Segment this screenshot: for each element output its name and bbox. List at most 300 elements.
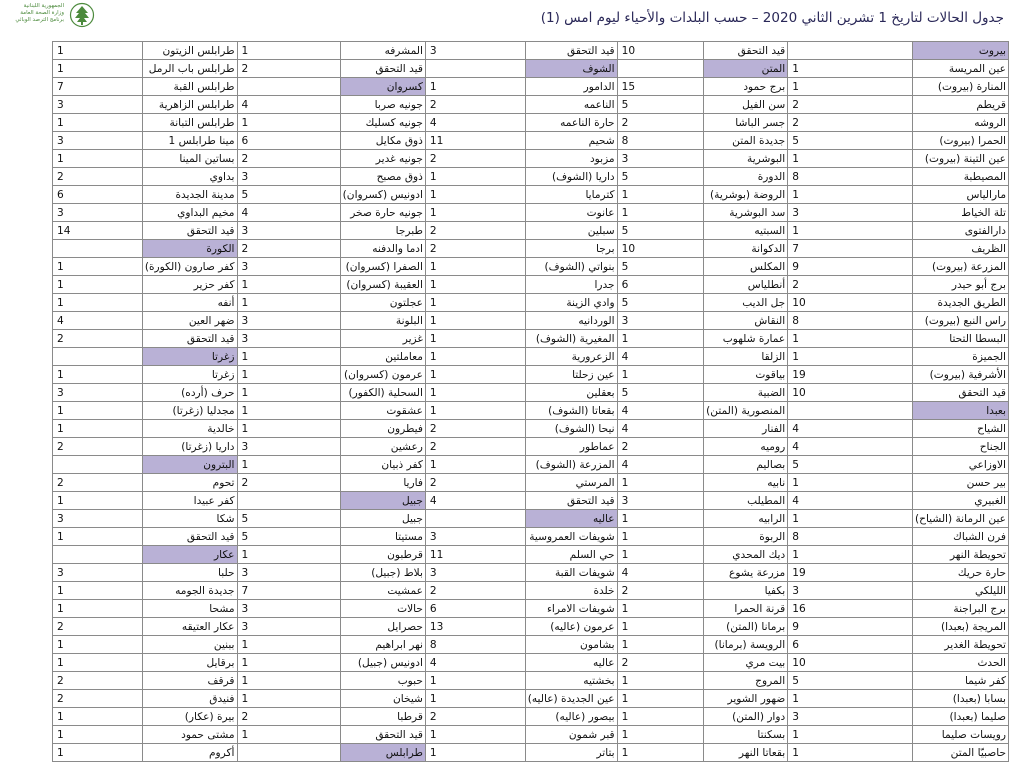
place-name-cell: سد البوشرية	[703, 204, 787, 222]
place-name-cell: تلة الخياط	[912, 204, 1008, 222]
case-count-cell: 1	[52, 600, 142, 618]
place-name-cell: حالات	[340, 600, 425, 618]
place-name-cell: قبر شمون	[525, 726, 617, 744]
place-name-cell: عمشيت	[340, 582, 425, 600]
case-count-cell: 3	[237, 600, 340, 618]
place-name-cell: عين التينة (بيروت)	[912, 150, 1008, 168]
place-name-cell: حلبا	[142, 564, 237, 582]
place-name-cell: مشتى حمود	[142, 726, 237, 744]
case-count-cell: 1	[52, 150, 142, 168]
case-count-cell: 1	[52, 402, 142, 420]
case-count-cell: 1	[617, 708, 704, 726]
place-name-cell: الربوة	[703, 528, 787, 546]
place-name-cell: بشامون	[525, 636, 617, 654]
place-name-cell: الروضة (بوشرية)	[703, 186, 787, 204]
case-count-cell: 3	[617, 150, 704, 168]
case-count-cell: 1	[425, 186, 525, 204]
case-count-cell: 10	[787, 384, 912, 402]
case-count-cell: 2	[425, 420, 525, 438]
case-count-cell	[237, 744, 340, 762]
case-count-cell: 1	[425, 330, 525, 348]
case-count-cell: 1	[237, 636, 340, 654]
case-count-cell: 1	[787, 474, 912, 492]
case-count-cell: 1	[617, 672, 704, 690]
place-name-cell: كسروان	[340, 78, 425, 96]
case-count-cell: 2	[52, 438, 142, 456]
place-name-cell: الروشه	[912, 114, 1008, 132]
case-count-cell: 6	[52, 186, 142, 204]
place-name-cell: المغيرية (الشوف)	[525, 330, 617, 348]
place-name-cell: طرابلس القبة	[142, 78, 237, 96]
case-count-cell: 1	[237, 384, 340, 402]
place-name-cell: المزرعة (الشوف)	[525, 456, 617, 474]
case-count-cell: 3	[787, 708, 912, 726]
place-name-cell: بسابا (بعبدا)	[912, 690, 1008, 708]
case-count-cell: 10	[617, 42, 704, 60]
case-count-cell	[52, 456, 142, 474]
place-name-cell: مينا طرابلس 1	[142, 132, 237, 150]
place-name-cell: بداوي	[142, 168, 237, 186]
place-name-cell: الشوف	[525, 60, 617, 78]
case-count-cell: 1	[425, 402, 525, 420]
place-name-cell: بعبدا	[912, 402, 1008, 420]
place-name-cell: الطريق الجديدة	[912, 294, 1008, 312]
place-name-cell: جديدة الجومه	[142, 582, 237, 600]
case-count-cell: 1	[425, 726, 525, 744]
place-name-cell: الدكوانة	[703, 240, 787, 258]
place-name-cell: ادونيس (جبيل)	[340, 654, 425, 672]
place-name-cell: طرابلس	[340, 744, 425, 762]
place-name-cell: طرابلس باب الرمل	[142, 60, 237, 78]
case-count-cell: 3	[52, 564, 142, 582]
case-count-cell: 1	[52, 366, 142, 384]
case-count-cell: 2	[52, 618, 142, 636]
case-count-cell	[425, 510, 525, 528]
case-count-cell: 8	[425, 636, 525, 654]
place-name-cell: خلدة	[525, 582, 617, 600]
place-name-cell: قرنة الحمرا	[703, 600, 787, 618]
place-name-cell: طرابلس الزيتون	[142, 42, 237, 60]
case-count-cell	[787, 402, 912, 420]
place-name-cell: بقعاتا (الشوف)	[525, 402, 617, 420]
place-name-cell: جبيل	[340, 492, 425, 510]
place-name-cell: الزعرورية	[525, 348, 617, 366]
place-name-cell: كفر ذبيان	[340, 456, 425, 474]
case-count-cell: 2	[425, 222, 525, 240]
place-name-cell: سن الفيل	[703, 96, 787, 114]
place-name-cell: الزلقا	[703, 348, 787, 366]
place-name-cell: حاصبيّا المتن	[912, 744, 1008, 762]
case-count-cell: 1	[52, 726, 142, 744]
place-name-cell: قرقف	[142, 672, 237, 690]
case-count-cell: 2	[617, 582, 704, 600]
case-count-cell: 3	[237, 330, 340, 348]
case-count-cell: 3	[425, 42, 525, 60]
case-count-cell: 1	[425, 348, 525, 366]
case-count-cell: 1	[237, 420, 340, 438]
case-count-cell: 4	[425, 654, 525, 672]
case-count-cell: 7	[237, 582, 340, 600]
case-count-cell: 1	[425, 276, 525, 294]
case-count-cell: 2	[237, 708, 340, 726]
place-name-cell: راس النبع (بيروت)	[912, 312, 1008, 330]
case-count-cell	[52, 348, 142, 366]
place-name-cell: المروج	[703, 672, 787, 690]
case-count-cell: 1	[237, 348, 340, 366]
case-count-cell	[237, 492, 340, 510]
case-count-cell: 1	[237, 294, 340, 312]
place-name-cell: جبيل	[340, 510, 425, 528]
place-name-cell: برج البراجنة	[912, 600, 1008, 618]
place-name-cell: قيد التحقق	[142, 330, 237, 348]
place-name-cell: عين زحلتا	[525, 366, 617, 384]
place-name-cell: المزرعة (بيروت)	[912, 258, 1008, 276]
place-name-cell: عين الرمانة (الشياح)	[912, 510, 1008, 528]
case-count-cell: 1	[617, 330, 704, 348]
place-name-cell: حارة حريك	[912, 564, 1008, 582]
case-count-cell: 5	[617, 168, 704, 186]
case-count-cell: 1	[52, 528, 142, 546]
place-name-cell: طرابلس الزاهرية	[142, 96, 237, 114]
place-name-cell: كترمايا	[525, 186, 617, 204]
case-count-cell: 1	[237, 690, 340, 708]
case-count-cell: 4	[787, 438, 912, 456]
case-count-cell: 7	[787, 240, 912, 258]
case-count-cell: 5	[787, 456, 912, 474]
case-count-cell: 1	[52, 492, 142, 510]
place-name-cell: عاليه	[525, 510, 617, 528]
place-name-cell: حارة الناعمه	[525, 114, 617, 132]
place-name-cell: عجلتون	[340, 294, 425, 312]
place-name-cell: قيد التحقق	[703, 42, 787, 60]
case-count-cell	[52, 546, 142, 564]
place-name-cell: المريجة (بعبدا)	[912, 618, 1008, 636]
case-count-cell: 2	[787, 96, 912, 114]
place-name-cell: عين المريسة	[912, 60, 1008, 78]
place-name-cell: عرمون (عاليه)	[525, 618, 617, 636]
place-name-cell: عين الجديدة (عاليه)	[525, 690, 617, 708]
case-count-cell: 4	[237, 96, 340, 114]
case-count-cell: 1	[237, 42, 340, 60]
place-name-cell: قيد التحقق	[340, 726, 425, 744]
place-name-cell: البوشرية	[703, 150, 787, 168]
place-name-cell: البلونة	[340, 312, 425, 330]
ministry-line-3: برنامج الترصد الوبائي	[15, 17, 64, 23]
place-name-cell: برج أبو حيدر	[912, 276, 1008, 294]
case-count-cell: 16	[787, 600, 912, 618]
case-count-cell: 1	[425, 258, 525, 276]
case-count-cell: 15	[617, 78, 704, 96]
case-count-cell: 5	[617, 222, 704, 240]
place-name-cell: الليلكي	[912, 582, 1008, 600]
case-count-cell: 2	[425, 474, 525, 492]
place-name-cell: نهر ابراهيم	[340, 636, 425, 654]
case-count-cell: 4	[787, 420, 912, 438]
place-name-cell: قيد التحقق	[525, 42, 617, 60]
case-count-cell: 1	[52, 42, 142, 60]
place-name-cell: برج حمود	[703, 78, 787, 96]
place-name-cell: كفر عبيدا	[142, 492, 237, 510]
place-name-cell: الضبية	[703, 384, 787, 402]
case-count-cell: 1	[52, 636, 142, 654]
case-count-cell: 1	[787, 150, 912, 168]
case-count-cell: 2	[237, 240, 340, 258]
case-count-cell: 2	[425, 708, 525, 726]
case-count-cell: 4	[425, 492, 525, 510]
place-name-cell: المصيطبة	[912, 168, 1008, 186]
place-name-cell: مشحا	[142, 600, 237, 618]
case-count-cell: 3	[425, 564, 525, 582]
place-name-cell: أكروم	[142, 744, 237, 762]
place-name-cell: الكورة	[142, 240, 237, 258]
case-count-cell: 2	[617, 654, 704, 672]
place-name-cell: قيد التحقق	[525, 492, 617, 510]
place-name-cell: الغبيري	[912, 492, 1008, 510]
place-name-cell: بقعاتا النهر	[703, 744, 787, 762]
case-count-cell: 1	[787, 510, 912, 528]
case-count-cell: 1	[52, 582, 142, 600]
case-count-cell: 1	[52, 60, 142, 78]
case-count-cell: 2	[52, 474, 142, 492]
place-name-cell: بيروت	[912, 42, 1008, 60]
place-name-cell: قرطبون	[340, 546, 425, 564]
case-count-cell: 10	[617, 240, 704, 258]
cedar-emblem-icon	[70, 2, 94, 28]
place-name-cell: البترون	[142, 456, 237, 474]
case-count-cell: 2	[425, 438, 525, 456]
case-count-cell: 3	[237, 618, 340, 636]
place-name-cell: الفنار	[703, 420, 787, 438]
place-name-cell: ضهور الشوير	[703, 690, 787, 708]
case-count-cell: 9	[787, 258, 912, 276]
case-count-cell: 1	[237, 114, 340, 132]
case-count-cell: 3	[787, 204, 912, 222]
case-count-cell: 5	[617, 96, 704, 114]
cases-table	[52, 41, 1009, 762]
place-name-cell: جونيه غدير	[340, 150, 425, 168]
case-count-cell	[52, 240, 142, 258]
case-count-cell: 3	[52, 96, 142, 114]
case-count-cell: 1	[617, 744, 704, 762]
case-count-cell: 1	[617, 600, 704, 618]
place-name-cell: ذوق مصبح	[340, 168, 425, 186]
case-count-cell: 1	[617, 636, 704, 654]
case-count-cell: 3	[617, 492, 704, 510]
place-name-cell: بسكنتا	[703, 726, 787, 744]
place-name-cell: بلاط (جبيل)	[340, 564, 425, 582]
case-count-cell: 1	[617, 528, 704, 546]
place-name-cell: خالدية	[142, 420, 237, 438]
case-count-cell: 1	[237, 654, 340, 672]
place-name-cell: تحويطة الغدير	[912, 636, 1008, 654]
case-count-cell: 1	[617, 474, 704, 492]
place-name-cell: جدرا	[525, 276, 617, 294]
case-count-cell: 11	[425, 546, 525, 564]
case-count-cell: 19	[787, 366, 912, 384]
place-name-cell: قيد التحقق	[142, 222, 237, 240]
place-name-cell: النقاش	[703, 312, 787, 330]
case-count-cell: 1	[237, 276, 340, 294]
case-count-cell: 6	[617, 276, 704, 294]
place-name-cell: عمارة شلهوب	[703, 330, 787, 348]
case-count-cell: 1	[52, 258, 142, 276]
case-count-cell: 1	[617, 204, 704, 222]
case-count-cell: 5	[237, 528, 340, 546]
place-name-cell: بعقلين	[525, 384, 617, 402]
place-name-cell: دارالفتوى	[912, 222, 1008, 240]
place-name-cell: قريطم	[912, 96, 1008, 114]
place-name-cell: صليما (بعبدا)	[912, 708, 1008, 726]
case-count-cell: 3	[617, 312, 704, 330]
place-name-cell: الحدث	[912, 654, 1008, 672]
place-name-cell: حرف (أرده)	[142, 384, 237, 402]
place-name-cell: برمانا (المتن)	[703, 618, 787, 636]
case-count-cell: 4	[425, 114, 525, 132]
place-name-cell: جديدة المتن	[703, 132, 787, 150]
place-name-cell: عاليه	[525, 654, 617, 672]
case-count-cell: 1	[787, 726, 912, 744]
case-count-cell: 3	[237, 222, 340, 240]
place-name-cell: جونيه كسليك	[340, 114, 425, 132]
case-count-cell: 2	[52, 672, 142, 690]
case-count-cell: 8	[787, 528, 912, 546]
case-count-cell: 1	[237, 546, 340, 564]
place-name-cell: فيطرون	[340, 420, 425, 438]
ministry-line-2: وزارة الصحة العامة	[20, 10, 64, 16]
place-name-cell: زغرتا	[142, 348, 237, 366]
case-count-cell: 1	[52, 294, 142, 312]
case-count-cell: 1	[425, 384, 525, 402]
place-name-cell: عكار العتيقه	[142, 618, 237, 636]
case-count-cell: 3	[787, 582, 912, 600]
case-count-cell: 6	[237, 132, 340, 150]
place-name-cell: الصفرا (كسروان)	[340, 258, 425, 276]
place-name-cell: عشقوت	[340, 402, 425, 420]
case-count-cell: 2	[52, 690, 142, 708]
case-count-cell: 4	[617, 420, 704, 438]
place-name-cell: نابيه	[703, 474, 787, 492]
place-name-cell: الظريف	[912, 240, 1008, 258]
place-name-cell: فرن الشباك	[912, 528, 1008, 546]
place-name-cell: الوردانيه	[525, 312, 617, 330]
case-count-cell: 1	[425, 294, 525, 312]
case-count-cell: 3	[237, 312, 340, 330]
case-count-cell: 1	[52, 114, 142, 132]
case-count-cell: 4	[787, 492, 912, 510]
case-count-cell: 5	[237, 186, 340, 204]
place-name-cell: عرمون (كسروان)	[340, 366, 425, 384]
place-name-cell: عانوت	[525, 204, 617, 222]
place-name-cell: مارالياس	[912, 186, 1008, 204]
case-count-cell: 1	[787, 222, 912, 240]
case-count-cell: 1	[52, 420, 142, 438]
place-name-cell: أنطلياس	[703, 276, 787, 294]
place-name-cell: شويفات القبة	[525, 564, 617, 582]
place-name-cell: ذوق مكايل	[340, 132, 425, 150]
case-count-cell	[617, 60, 704, 78]
place-name-cell: بتاتر	[525, 744, 617, 762]
case-count-cell: 2	[237, 474, 340, 492]
place-name-cell: الجناح	[912, 438, 1008, 456]
case-count-cell	[237, 78, 340, 96]
case-count-cell: 9	[787, 618, 912, 636]
case-count-cell: 19	[787, 564, 912, 582]
place-name-cell: قيد التحقق	[142, 528, 237, 546]
place-name-cell: كفر صارون (الكورة)	[142, 258, 237, 276]
place-name-cell: مدينة الجديدة	[142, 186, 237, 204]
case-count-cell: 1	[237, 726, 340, 744]
page-title: جدول الحالات لتاريخ 1 تشرين الثاني 2020 – حسب البلدات والأحياء ليوم امس (1)	[540, 10, 1004, 26]
case-count-cell: 3	[52, 510, 142, 528]
case-count-cell	[425, 60, 525, 78]
place-name-cell: شكا	[142, 510, 237, 528]
case-count-cell: 1	[787, 78, 912, 96]
case-count-cell: 1	[52, 276, 142, 294]
place-name-cell: شويفات العمروسية	[525, 528, 617, 546]
place-name-cell: الاوزاعي	[912, 456, 1008, 474]
case-count-cell: 10	[787, 294, 912, 312]
place-name-cell: أنفه	[142, 294, 237, 312]
ministry-logo	[6, 2, 92, 28]
place-name-cell: دوار (المتن)	[703, 708, 787, 726]
place-name-cell: كفر شيما	[912, 672, 1008, 690]
case-count-cell: 2	[237, 60, 340, 78]
place-name-cell: جسر الباشا	[703, 114, 787, 132]
case-count-cell: 2	[52, 168, 142, 186]
place-name-cell: بخشتيه	[525, 672, 617, 690]
place-name-cell: فاريا	[340, 474, 425, 492]
place-name-cell: شحيم	[525, 132, 617, 150]
case-count-cell: 1	[617, 618, 704, 636]
place-name-cell: بنواتي (الشوف)	[525, 258, 617, 276]
place-name-cell: برجا	[525, 240, 617, 258]
place-name-cell: رعشين	[340, 438, 425, 456]
place-name-cell: بيرة (عكار)	[142, 708, 237, 726]
case-count-cell: 1	[237, 402, 340, 420]
place-name-cell: رويسات صليما	[912, 726, 1008, 744]
case-count-cell: 1	[787, 60, 912, 78]
place-name-cell: عماطور	[525, 438, 617, 456]
case-count-cell: 2	[617, 438, 704, 456]
ministry-line-1: الجمهورية اللبنانية	[23, 3, 64, 9]
place-name-cell: مجدليا (زغرتا)	[142, 402, 237, 420]
place-name-cell: ادونيس (كسروان)	[340, 186, 425, 204]
place-name-cell: كفر حزير	[142, 276, 237, 294]
place-name-cell: بساتين المينا	[142, 150, 237, 168]
place-name-cell: جل الديب	[703, 294, 787, 312]
case-count-cell: 3	[52, 204, 142, 222]
case-count-cell: 1	[617, 726, 704, 744]
case-count-cell: 2	[425, 240, 525, 258]
place-name-cell: عكار	[142, 546, 237, 564]
case-count-cell: 4	[237, 204, 340, 222]
case-count-cell: 6	[787, 636, 912, 654]
place-name-cell: الدورة	[703, 168, 787, 186]
place-name-cell: شيخان	[340, 690, 425, 708]
place-name-cell: وادي الزينة	[525, 294, 617, 312]
place-name-cell: السحلية (الكفور)	[340, 384, 425, 402]
place-name-cell: الجميزة	[912, 348, 1008, 366]
place-name-cell: سبلين	[525, 222, 617, 240]
place-name-cell: فنيدق	[142, 690, 237, 708]
place-name-cell: المكلس	[703, 258, 787, 276]
place-name-cell: ضهر العين	[142, 312, 237, 330]
place-name-cell: مزبود	[525, 150, 617, 168]
case-count-cell: 3	[237, 258, 340, 276]
place-name-cell: المطيلب	[703, 492, 787, 510]
case-count-cell: 13	[425, 618, 525, 636]
place-name-cell: قيد التحقق	[912, 384, 1008, 402]
